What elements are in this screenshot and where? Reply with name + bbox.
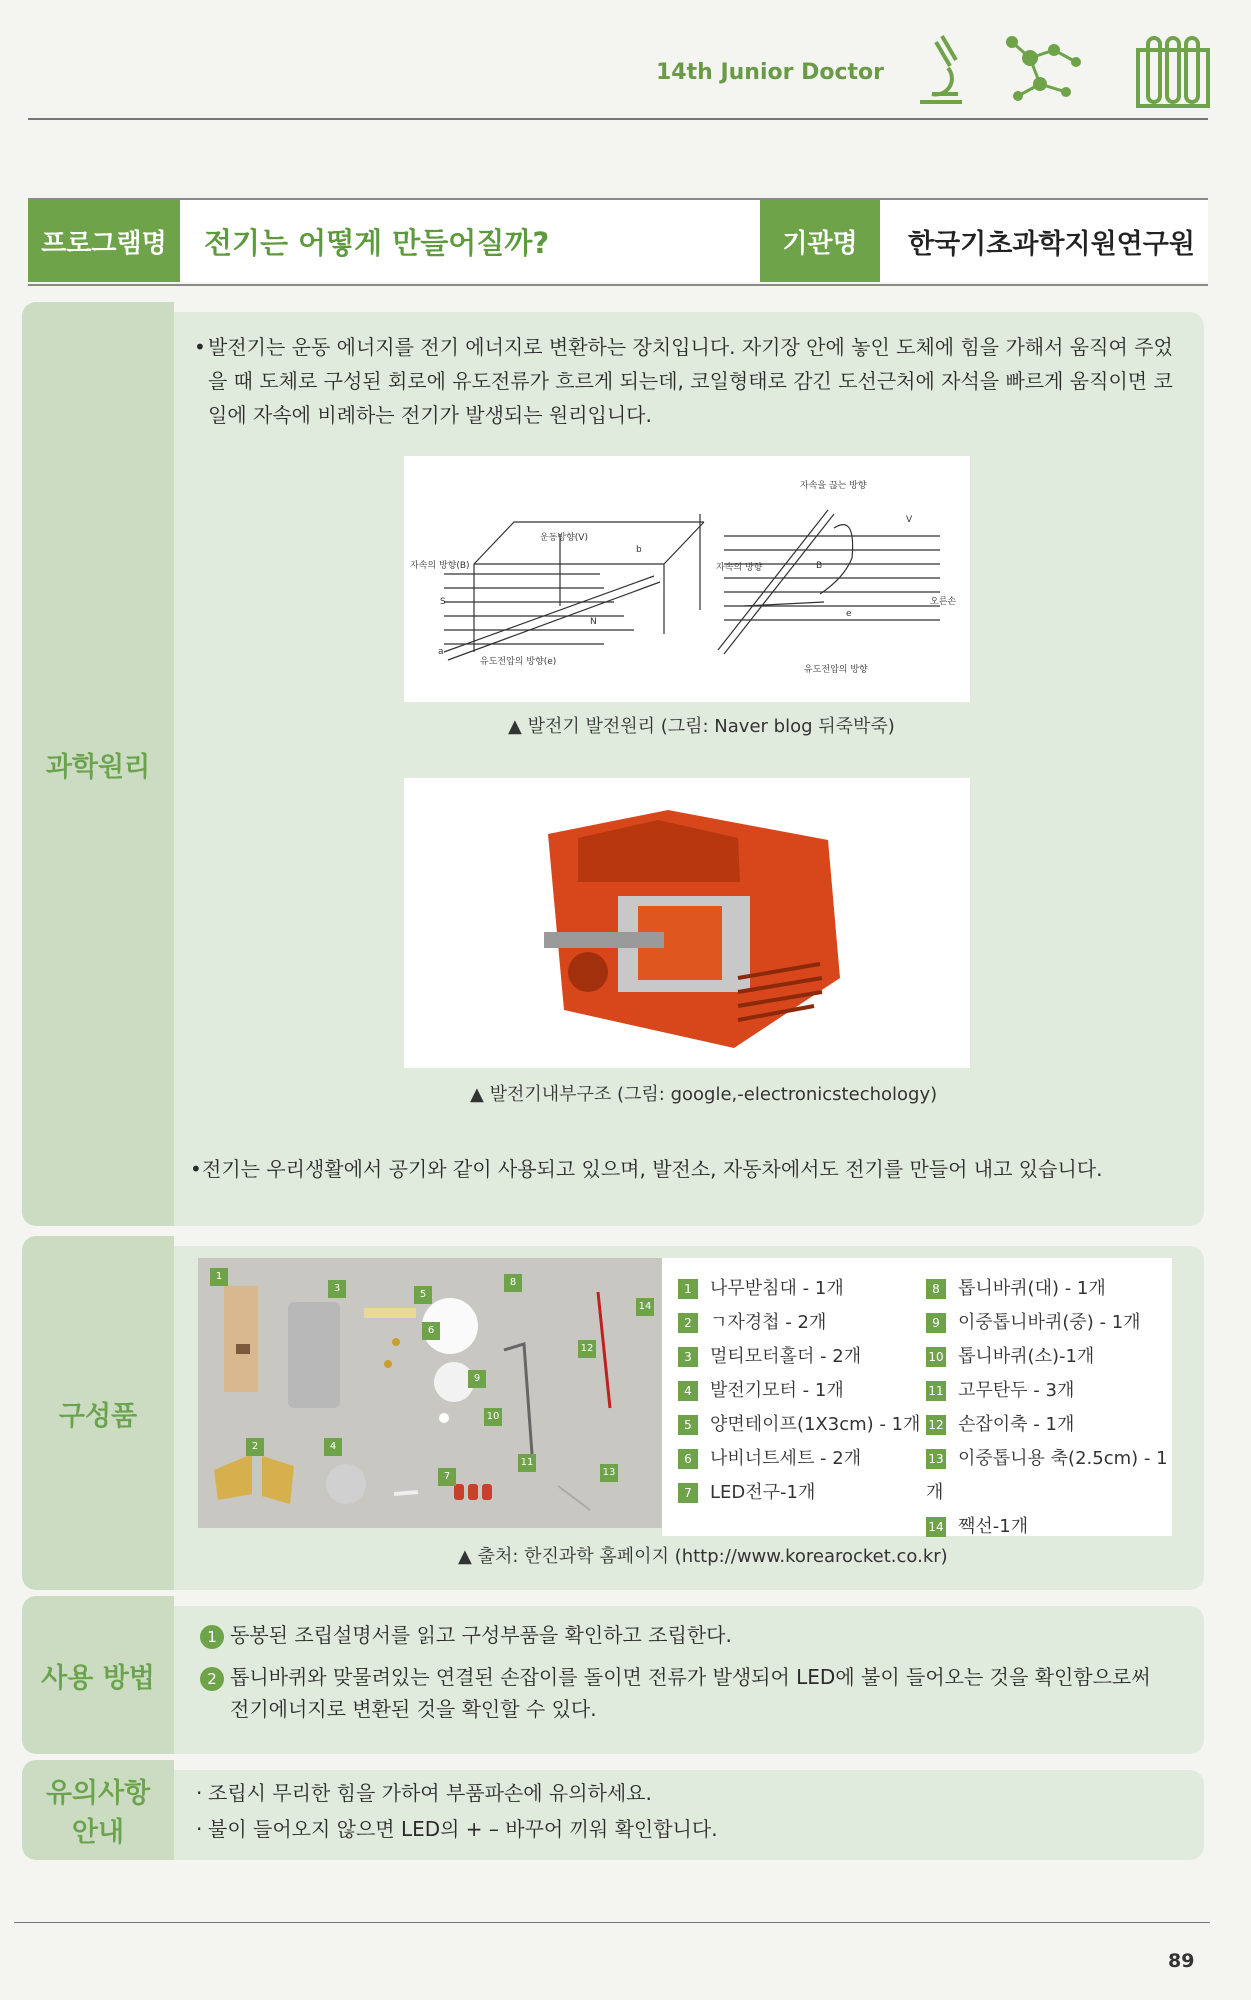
photo-tag-14: 14 [636, 1298, 654, 1316]
diagram-left-emf: 유도전압의 방향(e) [480, 657, 557, 667]
photo-tag-2: 2 [246, 1438, 264, 1456]
diagram-right-e: e [846, 609, 852, 619]
list-item: 5 양면테이프(1X3cm) - 1개 [678, 1408, 920, 1442]
components-list-left [678, 1272, 920, 1510]
organization-label: 기관명 [760, 200, 880, 282]
list-item: 1 나무받침대 - 1개 [678, 1272, 920, 1306]
diagram-caption: ▲ 발전기 발전원리 (그림: Naver blog 뒤죽박죽) [508, 716, 895, 737]
header-title: 14th Junior Doctor [656, 60, 885, 85]
caution-section-label [22, 1760, 174, 1860]
diagram-left-flux: 자속의 방향(B) [410, 561, 470, 571]
diagram-left-b: b [636, 545, 642, 555]
photo-tag-7: 7 [438, 1468, 456, 1486]
diagram-right-cut: 자속을 끊는 방향 [800, 481, 867, 491]
photo-tag-10: 10 [484, 1408, 502, 1426]
generator-interior-image [404, 778, 970, 1068]
list-item: 9 이중톱니바퀴(중) - 1개 [926, 1306, 1172, 1340]
usage-step-1: 1 동봉된 조립설명서를 읽고 구성부품을 확인하고 조립한다. [200, 1618, 1190, 1652]
diagram-right-b: B [816, 561, 823, 571]
footer-divider [14, 1922, 1210, 1923]
list-item: 10 톱니바퀴(소)-1개 [926, 1340, 1172, 1374]
photo-tag-12: 12 [578, 1340, 596, 1358]
diagram-left-s: S [440, 597, 446, 607]
photo-tag-13: 13 [600, 1464, 618, 1482]
caution-label-line2: 안내 [71, 1817, 125, 1848]
list-item: 6 나비너트세트 - 2개 [678, 1442, 920, 1476]
photo-tag-1: 1 [210, 1268, 228, 1286]
usage-step-2: 2 톱니바퀴와 맞물려있는 연결된 손잡이를 돌이면 전류가 발생되어 LED에 불이 들어오는 것을 확인함으로써 [200, 1660, 1190, 1694]
usage-step-2-continued: 전기에너지로 변환된 것을 확인할 수 있다. [230, 1697, 597, 1721]
photo-tag-3: 3 [328, 1280, 346, 1298]
microscope-icon [912, 28, 974, 112]
header-divider [28, 118, 1208, 120]
list-item: 3 멀티모터홀더 - 2개 [678, 1340, 920, 1374]
program-name-label: 프로그램명 [28, 200, 180, 282]
generator-principle-diagram [404, 456, 970, 702]
components-list-right [926, 1272, 1172, 1544]
list-item: 11 고무탄두 - 3개 [926, 1374, 1172, 1408]
title-bottom-rule [28, 284, 1208, 286]
molecule-icon [1000, 28, 1096, 112]
list-item: 7 LED전구-1개 [678, 1476, 920, 1510]
page-number: 89 [1168, 1950, 1195, 1972]
caution-item-1: · 조립시 무리한 힘을 가하여 부품파손에 유의하세요. [196, 1781, 652, 1805]
list-item: 2 ㄱ자경첩 - 2개 [678, 1306, 920, 1340]
program-name: 전기는 어떻게 만들어질까? [180, 200, 760, 282]
photo-tag-5: 5 [414, 1286, 432, 1304]
diagram-right-v: V [906, 515, 913, 525]
photo-tag-4: 4 [324, 1438, 342, 1456]
diagram-right-emf: 유도전압의 방향 [804, 665, 868, 675]
components-caption: ▲ 출처: 한진과학 홈페이지 (http://www.korearocket.co.kr) [458, 1546, 948, 1567]
photo-tag-11: 11 [518, 1454, 536, 1472]
diagram-right-flux: 자속의 방향 [716, 563, 763, 573]
diagram-left-n: N [590, 617, 597, 627]
diagram-right-hand: 오른손 [930, 597, 957, 607]
organization-name: 한국기초과학지원연구원 [880, 200, 1208, 282]
photo-tag-8: 8 [504, 1274, 522, 1292]
caution-item-2: · 불이 들어오지 않으면 LED의 + – 바꾸어 끼워 확인합니다. [196, 1817, 718, 1841]
list-item: 12 손잡이축 - 1개 [926, 1408, 1172, 1442]
diagram-left-motion: 운동방향(V) [540, 533, 588, 543]
list-item: 13 이중톱니용 축(2.5cm) - 1개 [926, 1448, 1168, 1503]
usage-section-label: 사용 방법 [22, 1596, 174, 1754]
diagram-left-a: a [438, 647, 444, 657]
components-photo [198, 1258, 662, 1528]
motor-caption: ▲ 발전기내부구조 (그림: google,-electronicstechology) [470, 1084, 938, 1105]
photo-tag-9: 9 [468, 1370, 486, 1388]
list-item: 4 발전기모터 - 1개 [678, 1374, 920, 1408]
science-paragraph-1: • 발전기는 운동 에너지를 전기 에너지로 변환하는 장치입니다. 자기장 안에 놓인 도체에 힘을 가해서 움직여 주었을 때 도체로 구성된 회로에 유도전류가 흐르게 되는데, 코일형태로 감긴 도선근처에 자석을 빠르게 움직이면 코일에 자속에 비례하는 전기가 발생되는 원리입니다. [194, 335, 1173, 427]
caution-label-line1: 유의사항 [45, 1778, 151, 1809]
list-item: 14 짹선-1개 [926, 1510, 1172, 1544]
test-tubes-icon [1134, 28, 1212, 112]
photo-tag-6: 6 [422, 1322, 440, 1340]
science-section-label: 과학원리 [22, 302, 174, 1226]
components-list [662, 1258, 1172, 1536]
science-paragraph-2: • 전기는 우리생활에서 공기와 같이 사용되고 있으며, 발전소, 자동차에서도 전기를 만들어 내고 있습니다. [190, 1157, 1103, 1181]
list-item: 8 톱니바퀴(대) - 1개 [926, 1272, 1172, 1306]
components-section-label: 구성품 [22, 1236, 174, 1590]
